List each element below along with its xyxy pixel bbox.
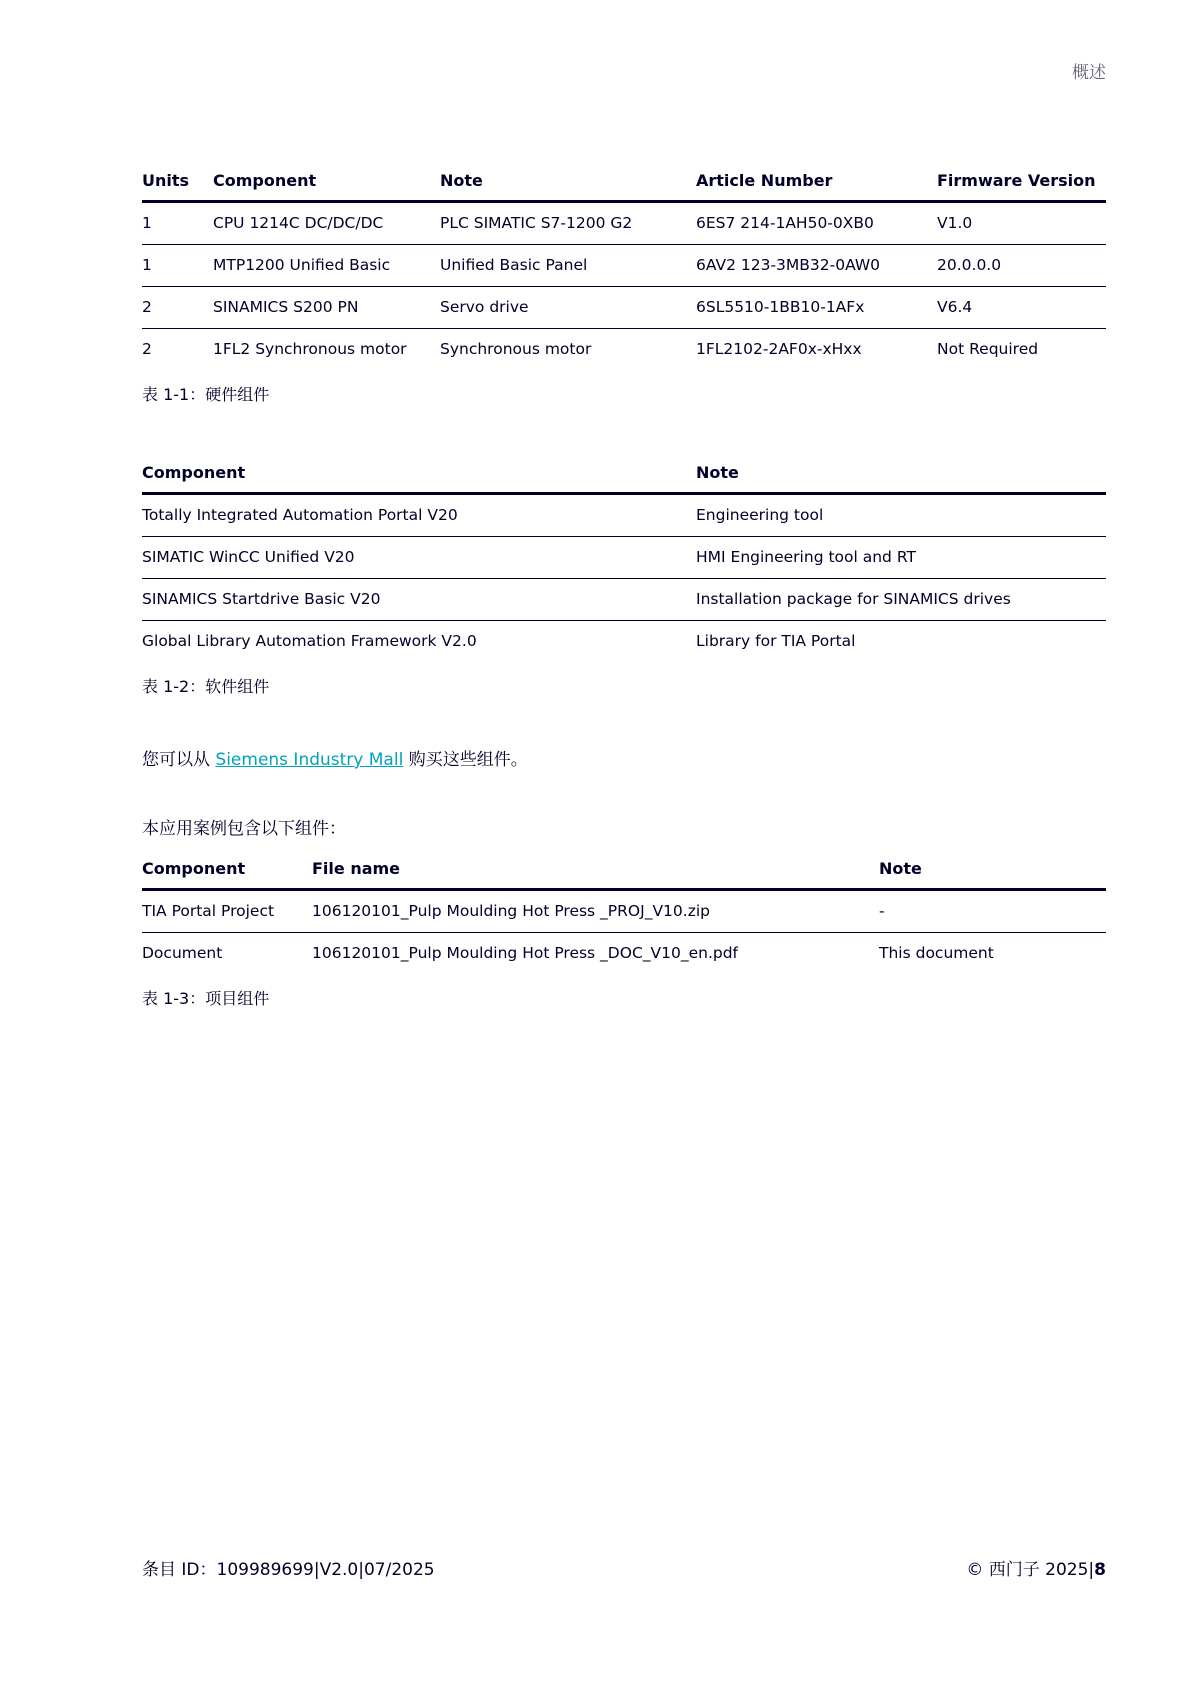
purchase-note-suffix: 购买这些组件。 xyxy=(403,750,528,770)
table-row xyxy=(142,494,1106,537)
purchase-note xyxy=(142,745,1106,770)
table-cell: 1 xyxy=(142,245,213,287)
table-cell: SINAMICS Startdrive Basic V20 xyxy=(142,579,696,621)
software-table xyxy=(142,457,1106,662)
table-header-row xyxy=(142,165,1106,202)
table-cell: Global Library Automation Framework V2.0 xyxy=(142,632,477,650)
copyright-text: © 西门子 2025| xyxy=(966,1560,1095,1580)
column-header: Component xyxy=(142,853,312,890)
table-cell: Synchronous motor xyxy=(440,340,592,358)
page-header-title: 概述 xyxy=(1072,63,1106,83)
table-caption: 表 1-3：项目组件 xyxy=(142,989,270,1008)
column-header: Component xyxy=(142,457,696,494)
table-row xyxy=(142,202,1106,245)
table-cell: 1FL2 Synchronous motor xyxy=(213,340,407,358)
column-header: Component xyxy=(213,165,440,202)
table-cell: Engineering tool xyxy=(696,494,1106,537)
table-cell: - xyxy=(879,890,1106,933)
table-cell: MTP1200 Unified Basic xyxy=(213,245,440,287)
table-cell: 6ES7 214-1AH50-0XB0 xyxy=(696,202,937,245)
table-cell: SINAMICS S200 PN xyxy=(213,287,440,329)
table-cell: Not Required xyxy=(937,340,1039,358)
table-cell: TIA Portal Project xyxy=(142,890,312,933)
column-header: Note xyxy=(879,853,1106,890)
column-header: Firmware Version xyxy=(937,165,1106,202)
table-cell: V1.0 xyxy=(937,202,1106,245)
table-row xyxy=(142,579,1106,621)
table-row xyxy=(142,621,1106,663)
table-cell: V6.4 xyxy=(937,287,1106,329)
table-cell: 6AV2 123-3MB32-0AW0 xyxy=(696,245,937,287)
siemens-industry-mall-link[interactable]: Siemens Industry Mall xyxy=(215,750,404,770)
table-header-row xyxy=(142,853,1106,890)
column-header: Article Number xyxy=(696,165,937,202)
table-row xyxy=(142,245,1106,287)
page-content xyxy=(142,165,1106,1009)
table-row xyxy=(142,329,1106,371)
footer-entry-id: 条目 ID：109989699|V2.0|07/2025 xyxy=(142,1560,435,1580)
table-caption: 表 1-2：软件组件 xyxy=(142,677,270,696)
table-cell: Installation package for SINAMICS drives xyxy=(696,579,1106,621)
table-cell: SIMATIC WinCC Unified V20 xyxy=(142,537,696,579)
table-cell: PLC SIMATIC S7-1200 G2 xyxy=(440,202,696,245)
page-number: 8 xyxy=(1094,1560,1106,1580)
table-cell: Totally Integrated Automation Portal V20 xyxy=(142,494,696,537)
column-header: Note xyxy=(696,457,1106,494)
table-cell: 2 xyxy=(142,340,152,358)
table-header-row xyxy=(142,457,1106,494)
column-header: Note xyxy=(440,165,696,202)
table-cell: Library for TIA Portal xyxy=(696,632,856,650)
table-row xyxy=(142,890,1106,933)
table-row xyxy=(142,287,1106,329)
hardware-table xyxy=(142,165,1106,370)
table-cell: Document xyxy=(142,944,223,962)
table-cell: 106120101_Pulp Moulding Hot Press _DOC_V10_en.pdf xyxy=(312,944,739,962)
table-row xyxy=(142,933,1106,975)
table-cell: 1 xyxy=(142,202,213,245)
table-cell: 106120101_Pulp Moulding Hot Press _PROJ_V10.zip xyxy=(312,890,879,933)
footer-copyright xyxy=(966,1555,1106,1580)
table-cell: This document xyxy=(879,944,994,962)
table-cell: HMI Engineering tool and RT xyxy=(696,537,1106,579)
column-header: File name xyxy=(312,853,879,890)
table-cell: CPU 1214C DC/DC/DC xyxy=(213,202,440,245)
column-header: Units xyxy=(142,165,213,202)
project-intro: 本应用案例包含以下组件： xyxy=(142,819,346,839)
table-row xyxy=(142,537,1106,579)
project-table xyxy=(142,853,1106,974)
table-cell: 20.0.0.0 xyxy=(937,245,1106,287)
table-caption: 表 1-1：硬件组件 xyxy=(142,385,270,404)
table-cell: Servo drive xyxy=(440,287,696,329)
table-cell: 6SL5510-1BB10-1AFx xyxy=(696,287,937,329)
table-cell: Unified Basic Panel xyxy=(440,245,696,287)
table-cell: 1FL2102-2AF0x-xHxx xyxy=(696,340,862,358)
purchase-note-prefix: 您可以从 xyxy=(142,750,216,770)
table-cell: 2 xyxy=(142,287,213,329)
